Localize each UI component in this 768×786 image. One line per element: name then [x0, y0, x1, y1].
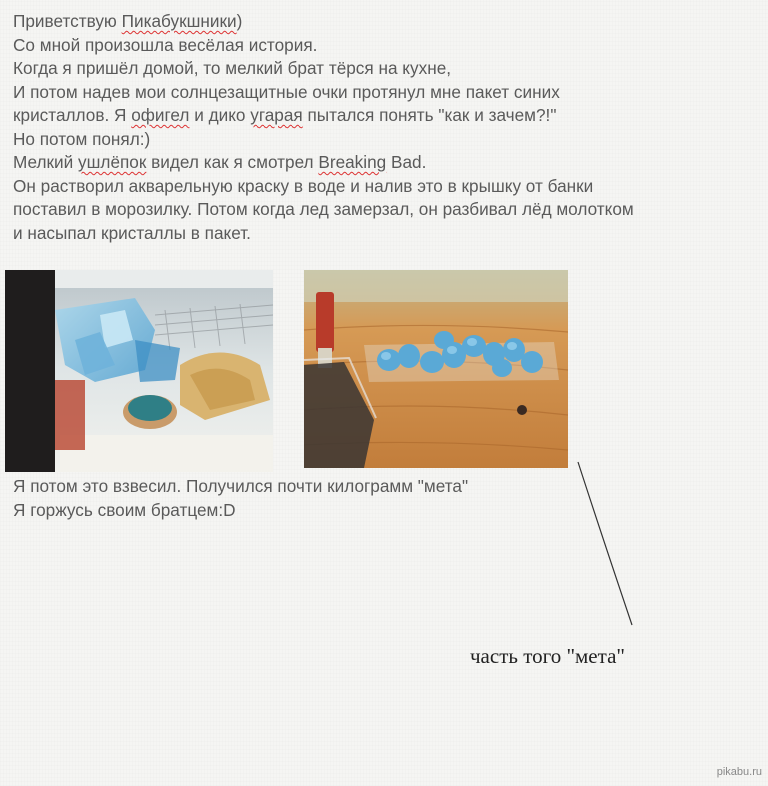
text-segment: ) — [236, 11, 243, 31]
misspelled-word: Пикабукшники — [121, 11, 237, 31]
text-segment: Когда я пришёл домой, то мелкий брат тёрся на кухне, — [13, 58, 452, 78]
text-segment: Bad. — [386, 152, 427, 172]
misspelled-word: офигел — [131, 105, 190, 125]
text-segment: видел как я смотрел — [146, 152, 319, 172]
text-segment: поставил в морозилку. Потом когда лед замерзал, он разбивал лёд молотком — [13, 199, 634, 219]
misspelled-word: ушлёпок — [78, 152, 147, 172]
caption-line: Я потом это взвесил. Получился почти килограмм "мета" — [13, 476, 469, 496]
text-segment: Но потом понял:) — [13, 128, 151, 149]
text-segment: Со мной произошла весёлая история. — [13, 34, 318, 55]
text-segment: Мелкий — [13, 152, 79, 172]
text-segment: и дико — [189, 105, 251, 125]
text-segment: пытался понять "как и зачем?!" — [302, 105, 557, 125]
text-segment: и насыпал кристаллы в пакет. — [13, 222, 251, 243]
text-segment: И потом надев мои солнцезащитные очки протянул мне пакет синих — [13, 81, 560, 102]
misspelled-word: угарая — [250, 105, 303, 125]
watermark: pikabu.ru — [716, 766, 762, 778]
misspelled-word: Breaking — [318, 152, 387, 172]
text-segment: Приветствую — [13, 11, 122, 31]
handwritten-annotation: часть того "мета" — [470, 644, 625, 668]
caption-line: Я горжусь своим братцем:D — [13, 499, 236, 520]
text-segment: кристаллов. Я — [13, 105, 132, 125]
text-segment: Он растворил акварельную краску в воде и налив это в крышку от банки — [13, 175, 594, 196]
